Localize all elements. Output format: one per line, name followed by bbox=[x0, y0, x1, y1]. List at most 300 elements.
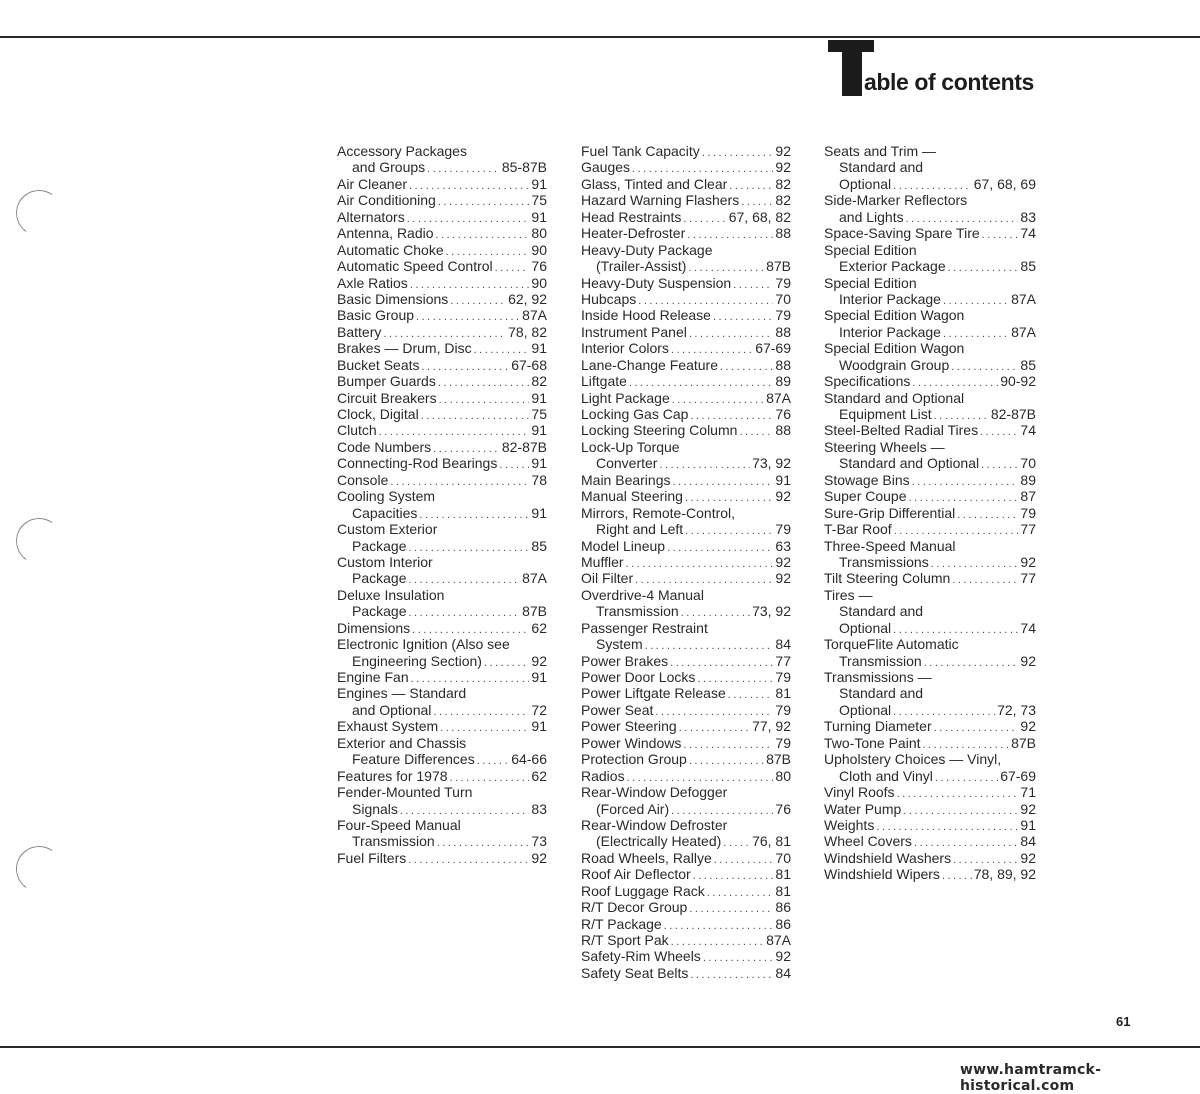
toc-entry-title: Dimensions bbox=[337, 619, 411, 636]
toc-entry-page: 81 bbox=[775, 866, 791, 883]
toc-entry-title: Standard and bbox=[839, 603, 924, 620]
toc-entry bbox=[337, 307, 547, 323]
toc-entry bbox=[581, 176, 791, 192]
dot-leader bbox=[942, 868, 972, 882]
dot-leader bbox=[438, 194, 530, 208]
dot-leader bbox=[673, 474, 774, 488]
toc-entry-page: 82 bbox=[775, 175, 791, 192]
toc-entry bbox=[337, 587, 547, 603]
toc-entry bbox=[581, 570, 791, 586]
dot-leader bbox=[477, 753, 509, 767]
dot-leader bbox=[948, 260, 1019, 274]
toc-entry-page: 84 bbox=[775, 964, 791, 981]
toc-entry-title: Heavy-Duty Suspension bbox=[581, 274, 732, 291]
toc-entry-title: R/T Decor Group bbox=[581, 899, 688, 916]
dot-leader bbox=[943, 326, 1009, 340]
toc-entry-title: Automatic Speed Control bbox=[337, 258, 493, 275]
toc-entry bbox=[824, 653, 1036, 669]
toc-entry bbox=[824, 735, 1036, 751]
toc-entry-title: Liftgate bbox=[581, 373, 627, 390]
toc-entry-title: T-Bar Roof bbox=[824, 521, 892, 538]
toc-entry-title: (Trailer-Assist) bbox=[596, 258, 687, 275]
dot-leader bbox=[439, 392, 530, 406]
toc-entry-title: and Lights bbox=[839, 208, 904, 225]
toc-entry-page: 91 bbox=[531, 389, 547, 406]
toc-entry-page: 85-87B bbox=[501, 159, 547, 176]
toc-entry-page: 83 bbox=[1020, 208, 1036, 225]
toc-entry bbox=[337, 653, 547, 669]
dot-leader bbox=[407, 211, 530, 225]
toc-entry-page: 87A bbox=[1011, 323, 1036, 340]
dot-leader bbox=[924, 655, 1019, 669]
toc-entry bbox=[824, 587, 1036, 603]
toc-entry-title: Transmission bbox=[839, 652, 922, 669]
dot-leader bbox=[912, 474, 1019, 488]
toc-entry-page: 92 bbox=[1020, 800, 1036, 817]
toc-entry bbox=[581, 587, 791, 603]
toc-entry bbox=[337, 702, 547, 718]
toc-entry bbox=[824, 784, 1036, 800]
toc-entry bbox=[581, 669, 791, 685]
toc-entry-title: Special Edition bbox=[824, 241, 917, 258]
toc-entry-page: 76 bbox=[531, 258, 547, 275]
toc-entry-title: Three-Speed Manual bbox=[824, 537, 956, 554]
dot-leader bbox=[689, 901, 773, 915]
dot-leader bbox=[411, 671, 530, 685]
toc-entry-page: 76 bbox=[775, 800, 791, 817]
dot-leader bbox=[427, 161, 500, 175]
toc-entry-title: Transmission bbox=[596, 603, 679, 620]
dot-leader bbox=[728, 687, 774, 701]
toc-entry-page: 78, 89, 92 bbox=[973, 866, 1036, 883]
toc-entry-page: 73 bbox=[531, 833, 547, 850]
toc-entry bbox=[337, 192, 547, 208]
toc-entry-title: Console bbox=[337, 471, 389, 488]
toc-entry-page: 92 bbox=[531, 652, 547, 669]
toc-entry-title: R/T Sport Pak bbox=[581, 932, 669, 948]
toc-entry-title: Power Brakes bbox=[581, 652, 669, 669]
toc-entry-title: R/T Package bbox=[581, 915, 662, 932]
toc-entry bbox=[581, 439, 791, 455]
toc-entry bbox=[581, 768, 791, 784]
toc-entry-title: Exhaust System bbox=[337, 718, 439, 735]
toc-entry-title: Roof Air Deflector bbox=[581, 866, 691, 883]
toc-entry bbox=[337, 833, 547, 849]
toc-entry-title: Package bbox=[352, 603, 407, 620]
toc-entry-title: Deluxe Insulation bbox=[337, 586, 445, 603]
toc-entry bbox=[337, 620, 547, 636]
toc-entry bbox=[337, 538, 547, 554]
toc-entry bbox=[824, 159, 1036, 175]
dot-leader bbox=[934, 408, 989, 422]
toc-entry-page: 92 bbox=[1020, 553, 1036, 570]
toc-entry-title: (Forced Air) bbox=[596, 800, 670, 817]
toc-entry bbox=[581, 883, 791, 899]
toc-entry-title: Power Windows bbox=[581, 734, 682, 751]
toc-entry-title: Rear-Window Defogger bbox=[581, 784, 728, 801]
toc-entry-page: 77 bbox=[775, 652, 791, 669]
dot-leader bbox=[433, 441, 500, 455]
toc-entry-title: Bumper Guards bbox=[337, 373, 436, 390]
toc-entry-page: 92 bbox=[1020, 718, 1036, 735]
toc-entry-title: Light Package bbox=[581, 389, 670, 406]
toc-entry-title: Hubcaps bbox=[581, 290, 637, 307]
toc-entry bbox=[581, 850, 791, 866]
dot-leader bbox=[667, 540, 773, 554]
toc-entry-title: Air Cleaner bbox=[337, 175, 408, 192]
toc-entry-title: Stowage Bins bbox=[824, 471, 910, 488]
toc-entry bbox=[581, 932, 791, 948]
toc-entry bbox=[337, 258, 547, 274]
toc-entry bbox=[824, 570, 1036, 586]
toc-entry-page: 79 bbox=[775, 307, 791, 324]
toc-entry-title: Custom Interior bbox=[337, 553, 433, 570]
toc-entry-title: Wheel Covers bbox=[824, 833, 912, 850]
toc-entry-title: Model Lineup bbox=[581, 537, 666, 554]
toc-entry bbox=[581, 455, 791, 471]
toc-entry-title: Interior Package bbox=[839, 290, 941, 307]
toc-entry-title: Seats and Trim — bbox=[824, 143, 937, 159]
toc-entry-title: Package bbox=[352, 570, 407, 587]
toc-entry bbox=[824, 324, 1036, 340]
dot-leader bbox=[980, 424, 1018, 438]
toc-entry-title: Steering Wheels — bbox=[824, 438, 945, 455]
toc-entry-title: Road Wheels, Rallye bbox=[581, 849, 712, 866]
toc-entry-title: Basic Dimensions bbox=[337, 290, 449, 307]
toc-entry bbox=[337, 505, 547, 521]
dot-leader bbox=[408, 605, 520, 619]
dot-leader bbox=[689, 326, 774, 340]
toc-entry-page: 92 bbox=[531, 849, 547, 866]
dot-leader bbox=[421, 408, 530, 422]
dot-leader bbox=[943, 293, 1009, 307]
toc-entry-title: Battery bbox=[337, 323, 382, 340]
toc-entry-title: Roof Luggage Rack bbox=[581, 882, 705, 899]
toc-entry-title: Overdrive-4 Manual bbox=[581, 586, 704, 603]
toc-entry-page: 86 bbox=[775, 915, 791, 932]
toc-entry-page: 87 bbox=[1020, 488, 1036, 505]
toc-entry-title: Lane-Change Feature bbox=[581, 356, 718, 373]
dot-leader bbox=[410, 277, 530, 291]
toc-entry-title: Right and Left bbox=[596, 521, 684, 538]
toc-entry-title: System bbox=[596, 636, 643, 653]
toc-entry bbox=[581, 916, 791, 932]
dot-leader bbox=[629, 375, 773, 389]
toc-entry bbox=[581, 488, 791, 504]
dot-leader bbox=[638, 293, 773, 307]
toc-entry bbox=[581, 373, 791, 389]
dot-leader bbox=[707, 885, 774, 899]
toc-entry-page: 88 bbox=[775, 225, 791, 242]
dot-leader bbox=[934, 720, 1019, 734]
toc-entry bbox=[824, 751, 1036, 767]
toc-entry bbox=[824, 373, 1036, 389]
toc-entry-page: 70 bbox=[775, 290, 791, 307]
toc-entry bbox=[581, 554, 791, 570]
toc-entry-page: 91 bbox=[531, 504, 547, 521]
dot-leader bbox=[906, 211, 1019, 225]
toc-entry-page: 90 bbox=[531, 241, 547, 258]
dot-leader bbox=[903, 803, 1018, 817]
dot-leader bbox=[720, 359, 773, 373]
toc-entry bbox=[581, 965, 791, 981]
title-initial-stem bbox=[842, 40, 862, 96]
toc-entry bbox=[337, 570, 547, 586]
toc-entry-title: Safety-Rim Wheels bbox=[581, 948, 701, 965]
toc-entry-page: 78 bbox=[531, 471, 547, 488]
toc-entry bbox=[581, 817, 791, 833]
binder-hole-top bbox=[12, 186, 65, 239]
dot-leader bbox=[697, 671, 773, 685]
toc-entry bbox=[337, 817, 547, 833]
dot-leader bbox=[952, 572, 1018, 586]
toc-entry bbox=[824, 340, 1036, 356]
dot-leader bbox=[672, 392, 764, 406]
toc-entry-title: Glass, Tinted and Clear bbox=[581, 175, 728, 192]
toc-entry-title: Air Conditioning bbox=[337, 192, 436, 209]
toc-entry-title: Heater-Defroster bbox=[581, 225, 686, 242]
toc-entry bbox=[337, 801, 547, 817]
toc-entry bbox=[581, 472, 791, 488]
dot-leader bbox=[627, 770, 774, 784]
toc-entry bbox=[824, 850, 1036, 866]
toc-entry bbox=[337, 143, 547, 159]
dot-leader bbox=[408, 540, 529, 554]
dot-leader bbox=[408, 572, 520, 586]
toc-entry-title: Interior Package bbox=[839, 323, 941, 340]
toc-entry bbox=[824, 702, 1036, 718]
toc-entry bbox=[581, 899, 791, 915]
toc-entry bbox=[581, 735, 791, 751]
toc-entry bbox=[337, 422, 547, 438]
toc-entry-title: Axle Ratios bbox=[337, 274, 408, 291]
toc-entry-title: Fender-Mounted Turn bbox=[337, 784, 473, 801]
toc-entry bbox=[824, 192, 1036, 208]
toc-entry bbox=[824, 538, 1036, 554]
toc-entry bbox=[581, 209, 791, 225]
toc-entry-page: 79 bbox=[1020, 504, 1036, 521]
toc-entry-page: 75 bbox=[531, 406, 547, 422]
dot-leader bbox=[685, 523, 773, 537]
toc-entry bbox=[581, 143, 791, 159]
dot-leader bbox=[438, 375, 530, 389]
toc-entry-title: Vinyl Roofs bbox=[824, 784, 895, 801]
toc-entry-title: Converter bbox=[596, 455, 658, 472]
watermark: www.hamtramck-historical.com bbox=[960, 1062, 1102, 1094]
toc-entry bbox=[581, 718, 791, 734]
toc-entry bbox=[337, 439, 547, 455]
toc-entry bbox=[581, 159, 791, 175]
toc-entry bbox=[337, 554, 547, 570]
toc-entry-title: Windshield Wipers bbox=[824, 866, 940, 883]
toc-entry-title: Brakes — Drum, Disc bbox=[337, 340, 472, 357]
dot-leader bbox=[440, 720, 529, 734]
dot-leader bbox=[733, 277, 773, 291]
toc-entry-title: Muffler bbox=[581, 553, 624, 570]
toc-entry bbox=[581, 340, 791, 356]
dot-leader bbox=[446, 244, 530, 258]
toc-entry bbox=[581, 948, 791, 964]
toc-entry bbox=[581, 538, 791, 554]
toc-entry bbox=[824, 603, 1036, 619]
toc-entry bbox=[337, 324, 547, 340]
toc-entry-page: 87A bbox=[522, 570, 547, 587]
toc-entry bbox=[581, 406, 791, 422]
toc-entry-title: Turning Diameter bbox=[824, 718, 932, 735]
toc-entry bbox=[824, 554, 1036, 570]
dot-leader bbox=[408, 852, 529, 866]
toc-entry bbox=[581, 801, 791, 817]
toc-entry-page: 90-92 bbox=[1000, 373, 1036, 390]
toc-entry-title: Main Bearings bbox=[581, 471, 671, 488]
binder-hole-bottom bbox=[12, 842, 65, 895]
toc-entry-title: Rear-Window Defroster bbox=[581, 816, 728, 833]
toc-entry-title: Standard and Optional bbox=[839, 455, 980, 472]
toc-entry-title: Features for 1978 bbox=[337, 767, 448, 784]
toc-entry-title: Clock, Digital bbox=[337, 406, 419, 422]
dot-leader bbox=[912, 375, 998, 389]
toc-entry-title: and Groups bbox=[352, 159, 426, 176]
toc-entry-page: 82-87B bbox=[990, 406, 1036, 422]
dot-leader bbox=[741, 194, 773, 208]
toc-entry bbox=[824, 439, 1036, 455]
toc-entry bbox=[581, 275, 791, 291]
toc-entry bbox=[824, 718, 1036, 734]
toc-entry bbox=[824, 505, 1036, 521]
toc-entry-title: Exterior Package bbox=[839, 258, 946, 275]
toc-entry-title: Equipment List bbox=[839, 406, 932, 422]
toc-entry-title: Signals bbox=[352, 800, 398, 817]
toc-entry-title: Protection Group bbox=[581, 751, 687, 768]
toc-entry-page: 79 bbox=[775, 669, 791, 685]
toc-entry bbox=[337, 291, 547, 307]
toc-entry-title: Four-Speed Manual bbox=[337, 816, 461, 833]
toc-entry-title: Clutch bbox=[337, 422, 377, 439]
toc-entry-page: 88 bbox=[775, 422, 791, 439]
toc-entry-page: 91 bbox=[1020, 816, 1036, 833]
toc-entry bbox=[337, 406, 547, 422]
toc-entry-page: 70 bbox=[1020, 455, 1036, 472]
dot-leader bbox=[681, 605, 750, 619]
toc-entry-page: 87A bbox=[766, 932, 791, 948]
toc-entry bbox=[581, 636, 791, 652]
toc-entry-title: Side-Marker Reflectors bbox=[824, 192, 968, 209]
toc-entry-title: Inside Hood Release bbox=[581, 307, 711, 324]
toc-entry-title: Tires — bbox=[824, 586, 873, 603]
toc-entry-page: 81 bbox=[775, 685, 791, 702]
toc-entry-title: Weights bbox=[824, 816, 875, 833]
toc-entry bbox=[824, 406, 1036, 422]
toc-entry bbox=[824, 307, 1036, 323]
toc-entry-title: Mirrors, Remote-Control, bbox=[581, 504, 736, 521]
toc-entry-page: 89 bbox=[775, 373, 791, 390]
toc-entry bbox=[824, 636, 1036, 652]
toc-entry-title: Sure-Grip Differential bbox=[824, 504, 956, 521]
toc-entry-title: Space-Saving Spare Tire bbox=[824, 225, 980, 242]
toc-entry-page: 79 bbox=[775, 274, 791, 291]
dot-leader bbox=[679, 720, 750, 734]
toc-entry bbox=[581, 225, 791, 241]
toc-entry-page: 91 bbox=[531, 455, 547, 472]
toc-entry bbox=[581, 390, 791, 406]
toc-entry-title: Power Seat bbox=[581, 701, 654, 718]
toc-entry-title: Engine Fan bbox=[337, 669, 409, 685]
toc-entry-title: Head Restraints bbox=[581, 208, 682, 225]
dot-leader bbox=[690, 408, 773, 422]
toc-entry-page: 84 bbox=[775, 636, 791, 653]
toc-entry-title: Fuel Tank Capacity bbox=[581, 143, 700, 159]
toc-entry-page: 77 bbox=[1020, 570, 1036, 587]
toc-entry-title: Locking Gas Cap bbox=[581, 406, 689, 422]
toc-entry-title: Exterior and Chassis bbox=[337, 734, 467, 751]
dot-leader bbox=[723, 835, 750, 849]
toc-entry-title: Basic Group bbox=[337, 307, 415, 324]
dot-leader bbox=[433, 704, 529, 718]
toc-entry-page: 79 bbox=[775, 521, 791, 538]
toc-entry-title: Alternators bbox=[337, 208, 405, 225]
toc-entry bbox=[824, 143, 1036, 159]
toc-entry-title: Package bbox=[352, 537, 407, 554]
toc-entry bbox=[824, 258, 1036, 274]
toc-entry-title: Circuit Breakers bbox=[337, 389, 437, 406]
dot-leader bbox=[951, 359, 1018, 373]
dot-leader bbox=[893, 622, 1018, 636]
toc-entry-title: Steel-Belted Radial Tires bbox=[824, 422, 979, 439]
toc-entry-page: 88 bbox=[775, 323, 791, 340]
toc-entry-page: 91 bbox=[531, 175, 547, 192]
toc-entry-title: Automatic Choke bbox=[337, 241, 444, 258]
toc-entry bbox=[337, 521, 547, 537]
toc-entry-page: 73, 92 bbox=[752, 603, 791, 620]
toc-entry-title: Radios bbox=[581, 767, 625, 784]
toc-entry bbox=[337, 242, 547, 258]
dot-leader bbox=[923, 737, 1010, 751]
toc-entry bbox=[337, 275, 547, 291]
toc-entry-page: 76 bbox=[775, 406, 791, 422]
toc-entry-page: 92 bbox=[775, 488, 791, 505]
toc-entry-title: Windshield Washers bbox=[824, 849, 952, 866]
toc-entry-page: 77, 92 bbox=[752, 718, 791, 735]
toc-entry bbox=[581, 784, 791, 800]
dot-leader bbox=[953, 852, 1018, 866]
toc-entry-page: 79 bbox=[775, 734, 791, 751]
dot-leader bbox=[671, 934, 764, 948]
toc-entry-page: 79 bbox=[775, 701, 791, 718]
dot-leader bbox=[931, 556, 1019, 570]
toc-entry-page: 77 bbox=[1020, 521, 1036, 538]
toc-entry-page: 82 bbox=[775, 192, 791, 209]
toc-entry-title: Heavy-Duty Package bbox=[581, 241, 713, 258]
dot-leader bbox=[693, 868, 774, 882]
dot-leader bbox=[645, 638, 774, 652]
toc-entry-page: 89 bbox=[1020, 471, 1036, 488]
toc-entry-page: 86 bbox=[775, 899, 791, 916]
dot-leader bbox=[894, 523, 1019, 537]
dot-leader bbox=[655, 704, 773, 718]
toc-entry-title: Cooling System bbox=[337, 488, 436, 505]
toc-entry bbox=[581, 702, 791, 718]
toc-entry-page: 90 bbox=[531, 274, 547, 291]
toc-entry-page: 92 bbox=[775, 159, 791, 176]
toc-entry-title: Specifications bbox=[824, 373, 911, 390]
toc-entry-page: 87B bbox=[1011, 734, 1036, 751]
toc-entry bbox=[824, 685, 1036, 701]
toc-entry bbox=[581, 307, 791, 323]
toc-entry-title: Tilt Steering Column bbox=[824, 570, 951, 587]
toc-entry-title: Power Liftgate Release bbox=[581, 685, 726, 702]
toc-entry-page: 87B bbox=[522, 603, 547, 620]
toc-entry-title: Capacities bbox=[352, 504, 418, 521]
